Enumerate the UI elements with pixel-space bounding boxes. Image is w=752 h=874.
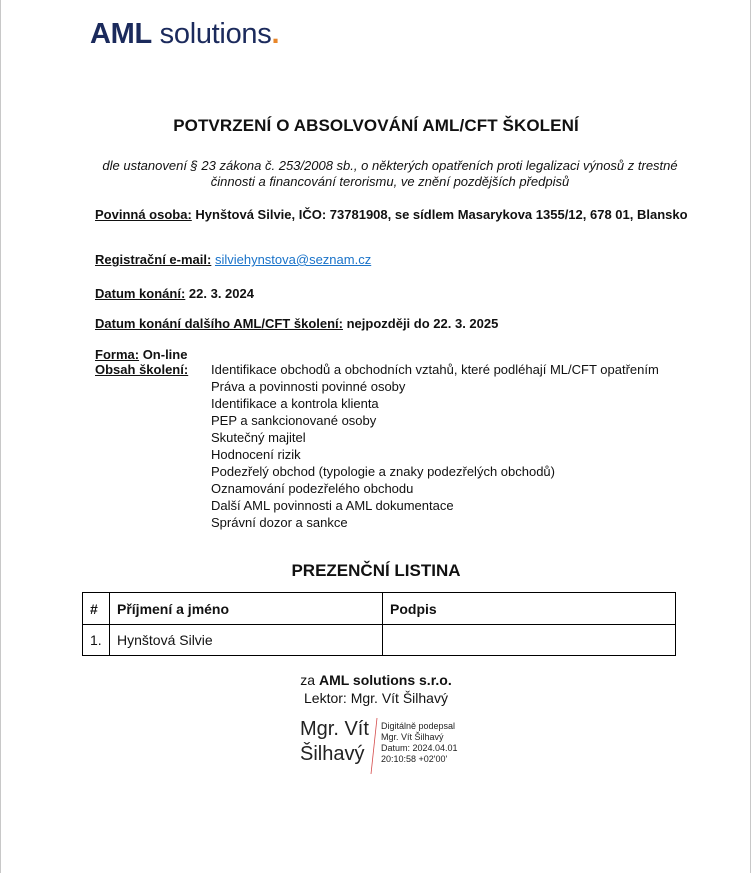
list-item: Práva a povinnosti povinné osoby	[211, 379, 406, 394]
company-logo: AML solutions.	[90, 18, 280, 50]
field-label: Registrační e-mail:	[95, 252, 212, 267]
list-item: Identifikace a kontrola klienta	[211, 396, 379, 411]
document-title: POTVRZENÍ O ABSOLVOVÁNÍ AML/CFT ŠKOLENÍ	[173, 116, 579, 135]
signature-stroke-icon	[369, 716, 379, 776]
footer-organization: za AML solutions s.r.o.	[300, 672, 452, 688]
row-name: Hynštová Silvie	[110, 625, 383, 656]
field-value: Hynštová Silvie, IČO: 73781908, se sídlem Masarykova 1355/12, 678 01, Blansko	[195, 207, 688, 222]
presence-list-title: PREZENČNÍ LISTINA	[291, 561, 461, 580]
column-header-number: #	[83, 593, 110, 625]
table-header-row	[83, 593, 676, 625]
list-item: Oznamování podezřelého obchodu	[211, 481, 414, 496]
field-label: Forma:	[95, 347, 140, 362]
list-item: Podezřelý obchod (typologie a znaky podezřelých obchodů)	[211, 464, 555, 479]
footer-lector: Lektor: Mgr. Vít Šilhavý	[304, 690, 448, 706]
column-header-signature: Podpis	[383, 593, 676, 625]
list-item: Skutečný majitel	[211, 430, 306, 445]
field-value: On-line	[142, 347, 188, 362]
email-link[interactable]: silviehynstova@seznam.cz	[214, 252, 372, 267]
list-item: Další AML povinnosti a AML dokumentace	[211, 498, 454, 513]
list-item: Hodnocení rizik	[211, 447, 301, 462]
field-label: Povinná osoba:	[95, 207, 192, 222]
field-label: Datum konání dalšího AML/CFT školení:	[95, 316, 343, 331]
list-item: PEP a sankcionované osoby	[211, 413, 377, 428]
document-subtitle: dle ustanovení § 23 zákona č. 253/2008 sb., o některých opatřeních proti legalizaci výnosů z trestné činnosti a financování terorismu, ve znění pozdějších předpisů	[102, 158, 678, 189]
field-label: Datum konání:	[95, 286, 186, 301]
digital-signature-name: Mgr. Vít Šilhavý	[300, 718, 369, 765]
column-header-name: Příjmení a jméno	[110, 593, 383, 625]
field-value: 22. 3. 2024	[188, 286, 254, 301]
row-signature	[383, 625, 676, 656]
field-povinna-osoba	[95, 207, 689, 223]
field-dalsi-skoleni	[95, 316, 689, 332]
table-row	[83, 625, 676, 656]
presence-table	[82, 592, 676, 656]
field-label: Obsah školení:	[95, 362, 189, 377]
field-value: nejpozději do 22. 3. 2025	[346, 316, 499, 331]
topics-list	[211, 361, 671, 531]
list-item: Správní dozor a sankce	[211, 515, 348, 530]
digital-signature-details: Digitálně podepsal Mgr. Vít Šilhavý Datum: 2024.04.01 20:10:58 +02'00'	[381, 721, 458, 764]
list-item: Identifikace obchodů a obchodních vztahů, které podléhají ML/CFT opatřením	[211, 362, 659, 377]
field-email	[95, 252, 689, 268]
field-datum-konani	[95, 286, 689, 302]
row-number: 1.	[83, 625, 110, 656]
